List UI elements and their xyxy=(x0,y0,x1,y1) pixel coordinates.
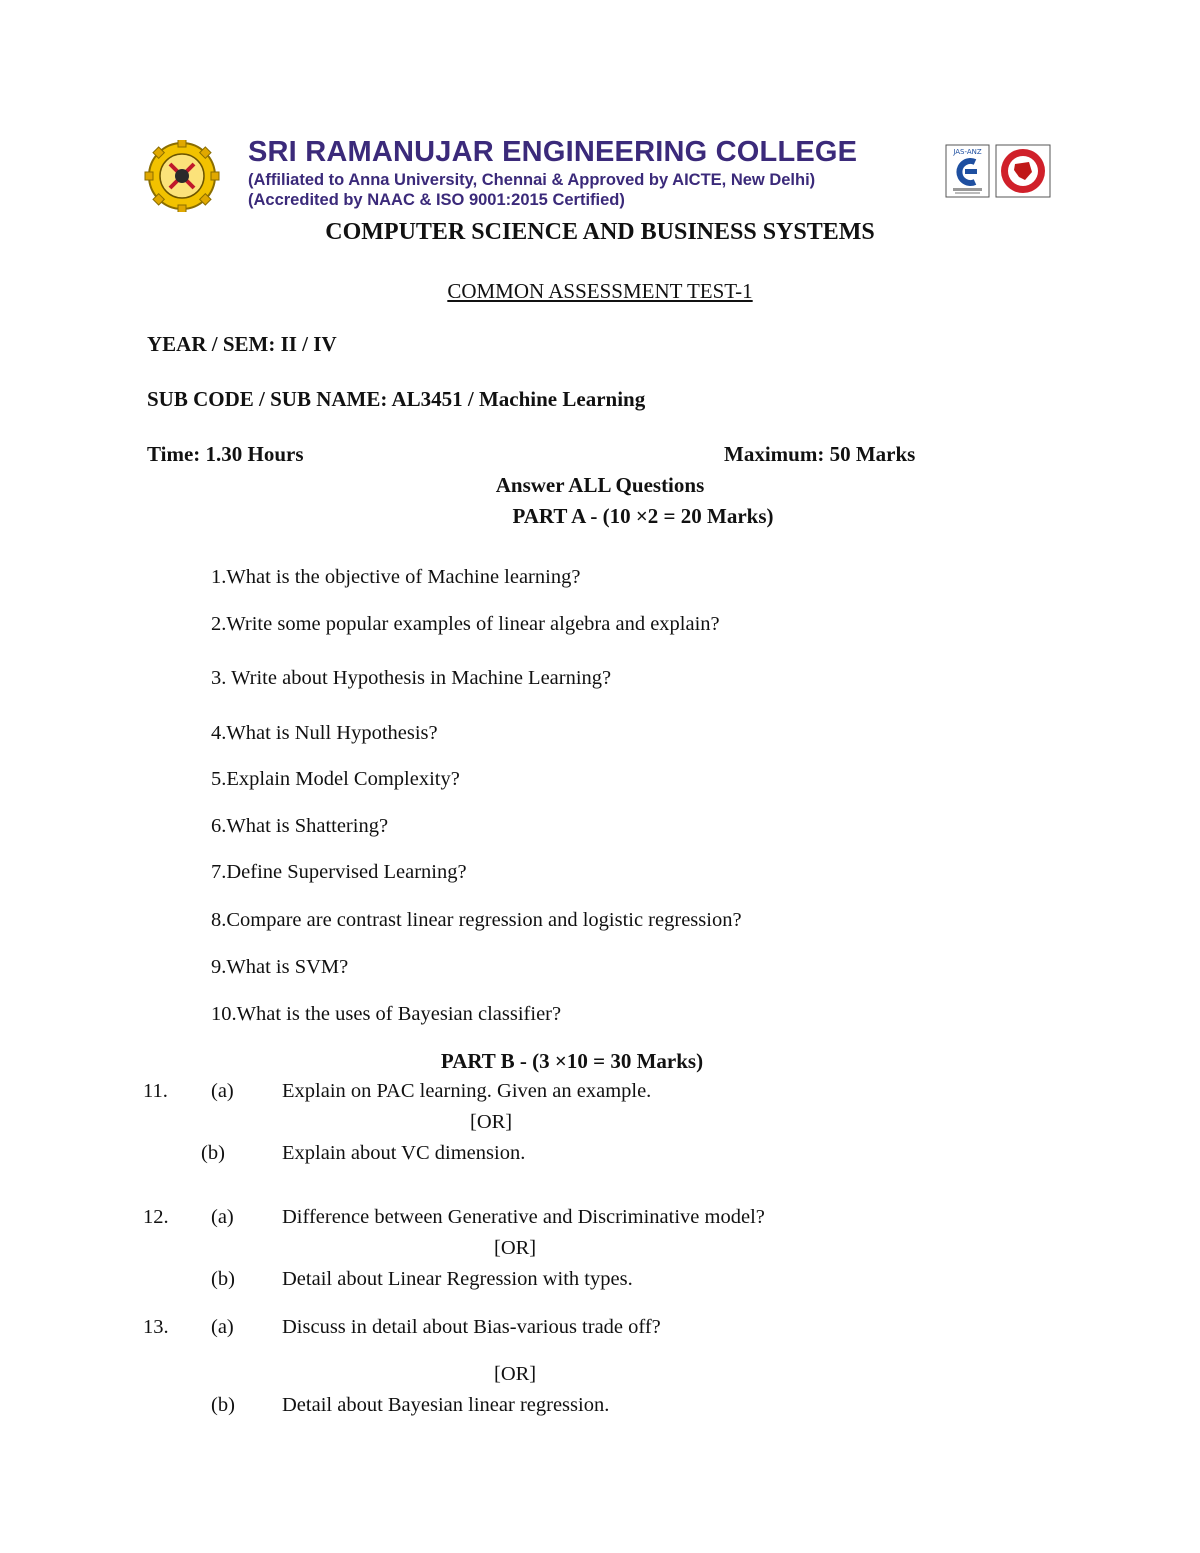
question-text: Detail about Bayesian linear regression. xyxy=(282,1394,610,1416)
or-separator: [OR] xyxy=(494,1363,537,1385)
question-text: Explain about VC dimension. xyxy=(282,1142,526,1164)
part-a-question: 9.What is SVM? xyxy=(211,956,349,978)
question-text: Detail about Linear Regression with types. xyxy=(282,1268,633,1290)
time-line: Time: 1.30 Hours xyxy=(147,442,304,466)
part-a-title: PART A - (10 ×2 = 20 Marks) xyxy=(512,504,774,528)
max-marks: Maximum: 50 Marks xyxy=(724,442,916,466)
year-sem: YEAR / SEM: II / IV xyxy=(147,332,337,356)
instructions: Answer ALL Questions xyxy=(495,473,705,497)
question-number: 13. xyxy=(143,1316,169,1338)
college-logo xyxy=(143,140,221,212)
college-affiliation: (Affiliated to Anna University, Chennai & Approved by AICTE, New Delhi) xyxy=(248,171,816,189)
question-text: Explain on PAC learning. Given an example. xyxy=(282,1080,652,1102)
part-a-question: 10.What is the uses of Bayesian classifier? xyxy=(211,1003,562,1025)
part-a-question: 3. Write about Hypothesis in Machine Learning? xyxy=(211,667,612,689)
question-text: Difference between Generative and Discriminative model? xyxy=(282,1206,765,1228)
part-a-question: 6.What is Shattering? xyxy=(211,815,389,837)
college-name: SRI RAMANUJAR ENGINEERING COLLEGE xyxy=(248,136,858,168)
option-label: (b) xyxy=(201,1142,225,1164)
college-accreditation: (Accredited by NAAC & ISO 9001:2015 Certified) xyxy=(248,191,625,209)
question-text: Discuss in detail about Bias-various trade off? xyxy=(282,1316,661,1338)
subject-line: SUB CODE / SUB NAME: AL3451 / Machine Learning xyxy=(147,387,646,411)
cert-badge-text: JAS-ANZ xyxy=(953,148,982,156)
option-label: (a) xyxy=(211,1080,234,1102)
part-a-question: 5.Explain Model Complexity? xyxy=(211,768,460,790)
certification-badge xyxy=(945,144,990,198)
option-label: (b) xyxy=(211,1268,235,1290)
part-b-title: PART B - (3 ×10 = 30 Marks) xyxy=(440,1049,704,1073)
option-label: (a) xyxy=(211,1206,234,1228)
part-a-question: 2.Write some popular examples of linear algebra and explain? xyxy=(211,613,720,635)
question-number: 12. xyxy=(143,1206,169,1228)
question-number: 11. xyxy=(143,1080,168,1102)
part-a-question: 1.What is the objective of Machine learning? xyxy=(211,566,581,588)
or-separator: [OR] xyxy=(494,1237,537,1259)
department-title: COMPUTER SCIENCE AND BUSINESS SYSTEMS xyxy=(325,219,875,245)
or-separator: [OR] xyxy=(470,1111,513,1133)
part-a-question: 4.What is Null Hypothesis? xyxy=(211,722,438,744)
option-label: (b) xyxy=(211,1394,235,1416)
iso-seal-icon xyxy=(995,144,1051,198)
test-title: COMMON ASSESSMENT TEST-1 xyxy=(447,279,753,303)
part-a-question: 7.Define Supervised Learning? xyxy=(211,861,467,883)
option-label: (a) xyxy=(211,1316,234,1338)
part-a-question: 8.Compare are contrast linear regression and logistic regression? xyxy=(211,909,742,931)
